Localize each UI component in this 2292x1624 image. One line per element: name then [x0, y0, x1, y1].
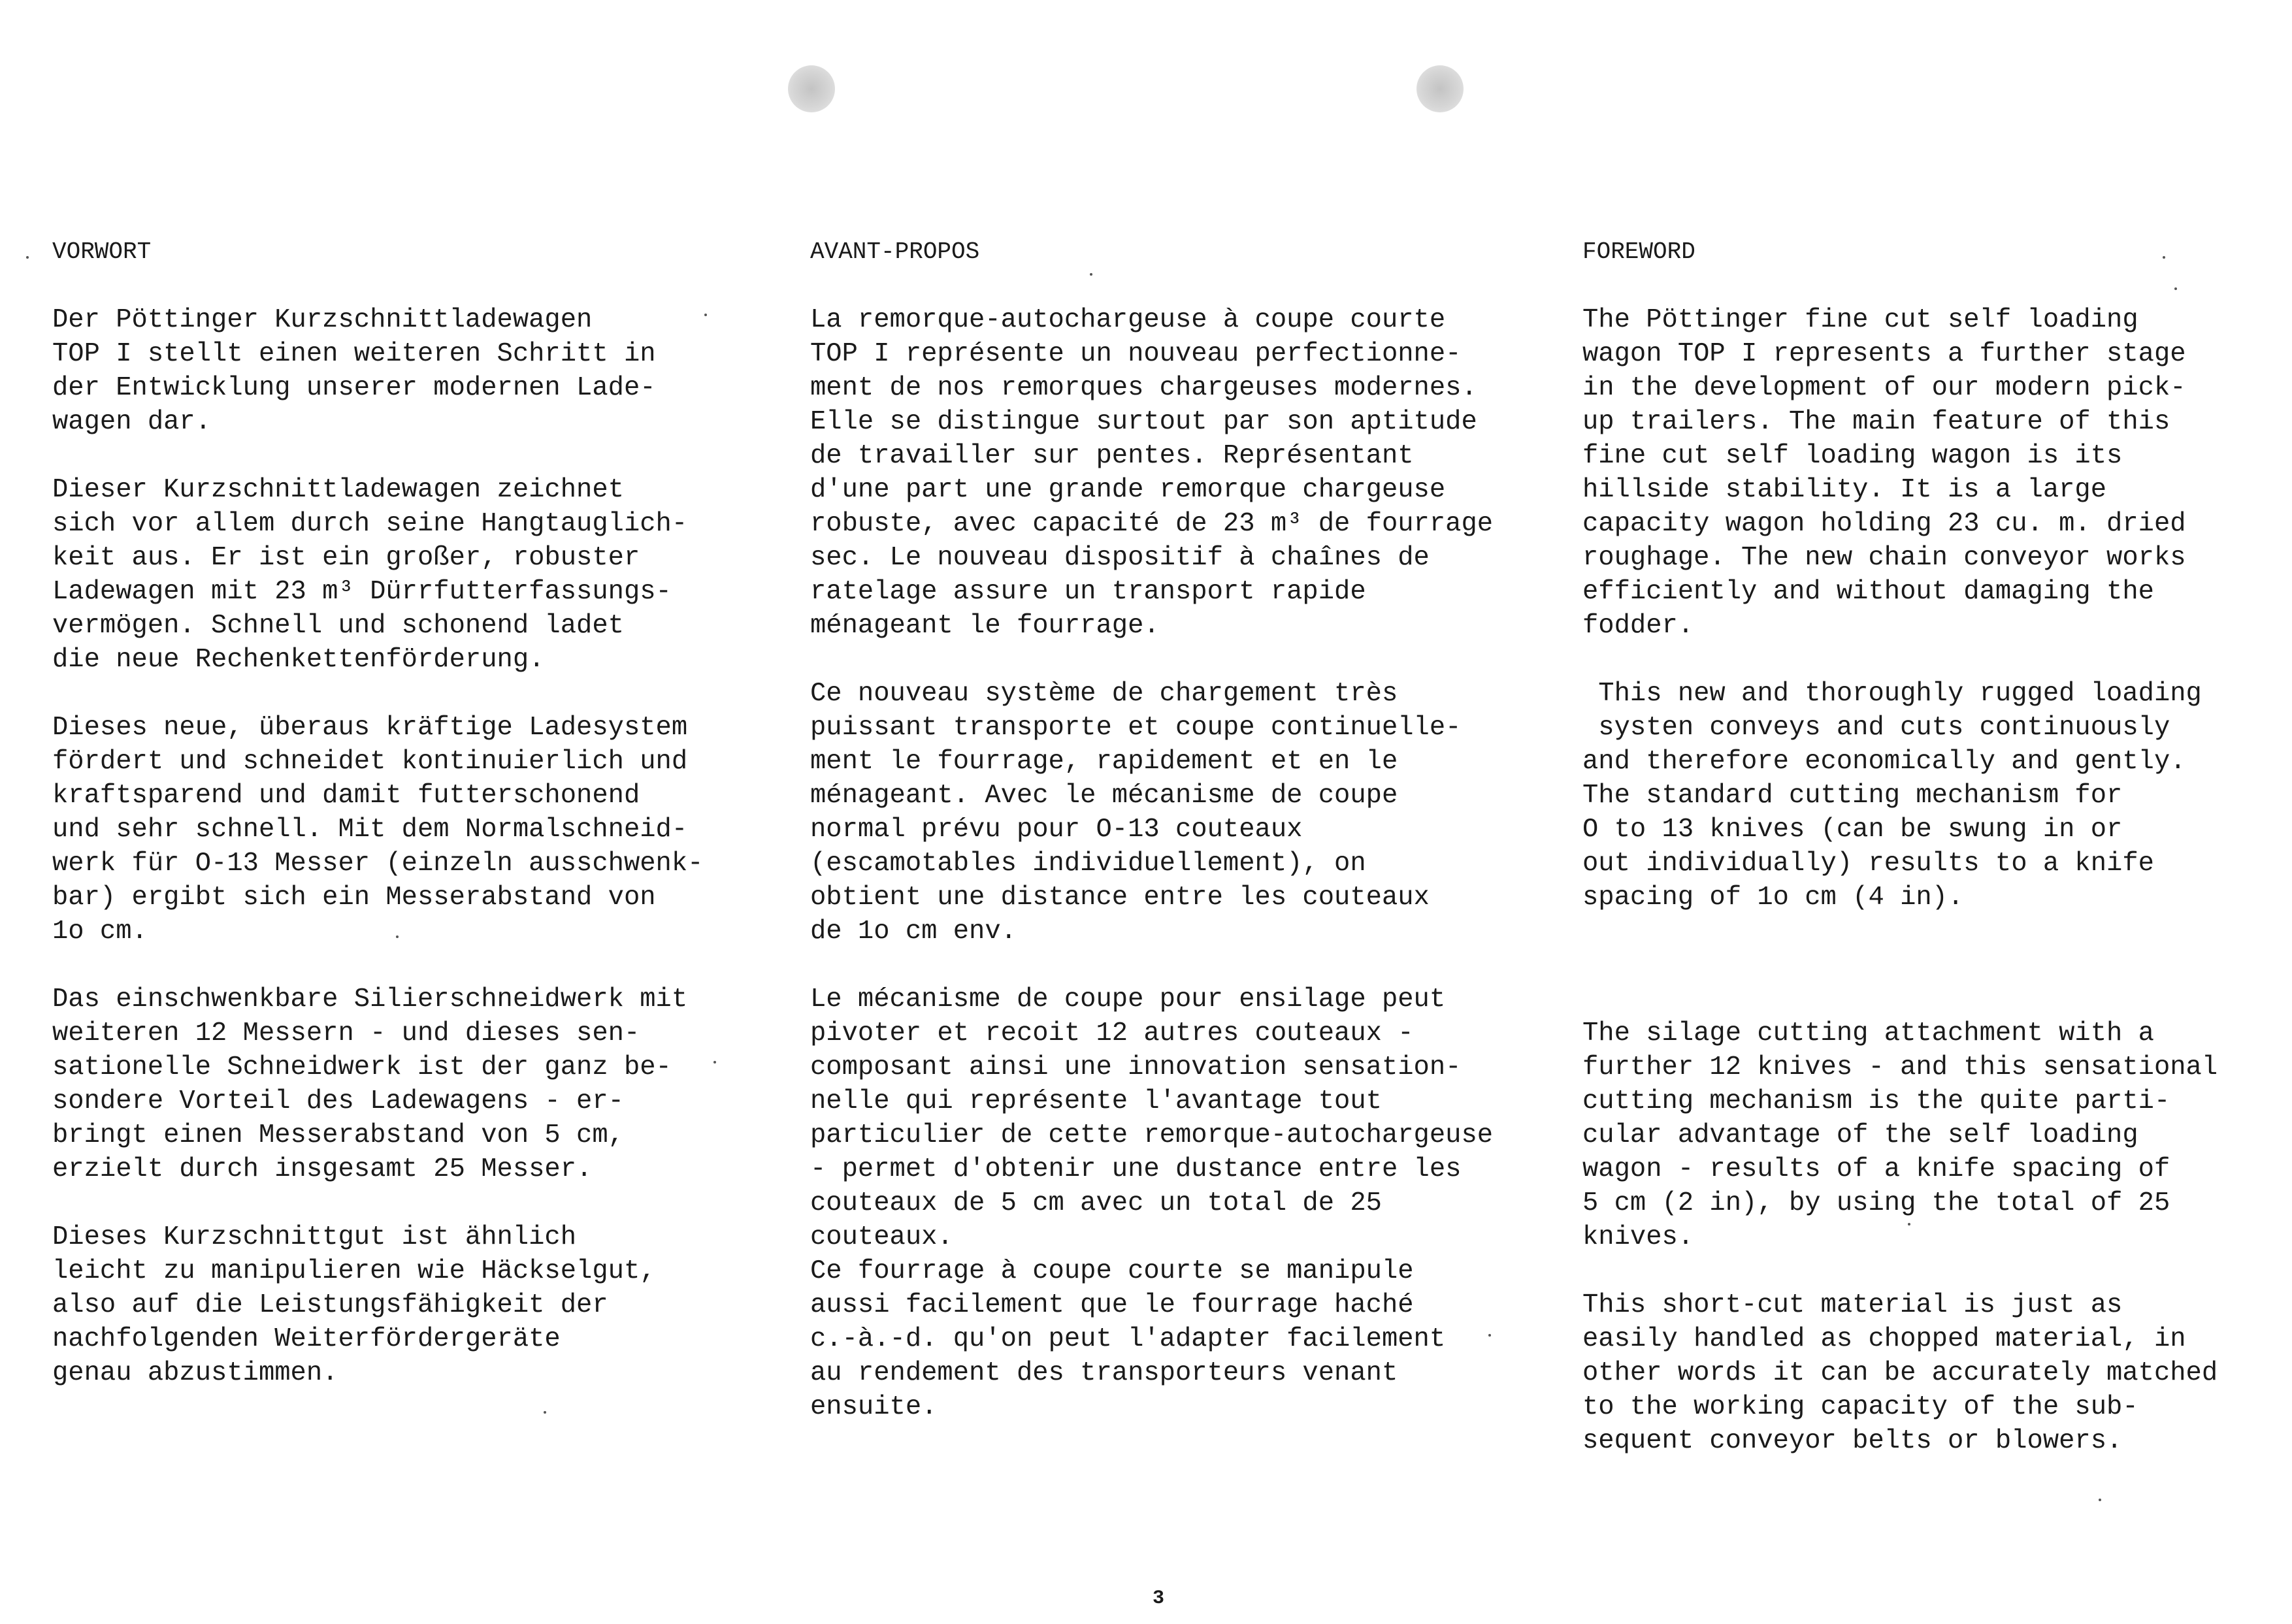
german-column: [52, 235, 758, 1424]
english-heading: FOREWORD: [1582, 238, 1695, 265]
french-heading: AVANT-PROPOS: [810, 238, 980, 265]
english-spacer: [1582, 949, 2275, 983]
scan-speck: [1908, 1223, 1910, 1226]
french-paragraph-3: Le mécanisme de coupe pour ensilage peut pivoter et recoit 12 autres couteaux - composant ainsi une innovation sensation- nelle qui représente l'avantage tout particulier de cette remorque-autochargeuse - permet d'obtenir une dustance entre les couteaux de 5 cm avec un total de 25 couteaux.: [810, 984, 1494, 1252]
scan-speck: [2163, 256, 2165, 259]
german-paragraph-1: Der Pöttinger Kurzschnittladewagen TOP I stellt einen weiteren Schritt in der Entwicklung unserer modernen Lade- wagen dar.: [52, 305, 656, 437]
french-paragraph-2: Ce nouveau système de chargement très puissant transporte et coupe continuelle- ment le fourrage, rapidement et en le ménageant. Avec le mécanisme de coupe normal prévu pour O-13 couteaux (escamotables individuellement), on obtient une distance entre les couteaux de 1o cm env.: [810, 679, 1462, 947]
scan-speck: [713, 1061, 716, 1064]
german-paragraph-2: Dieser Kurzschnittladewagen zeichnet sich vor allem durch seine Hangtauglich- keit aus. Er ist ein großer, robuster Ladewagen mit 23 m³ Dürrfutterfassungs- vermögen. Schnell und schonend ladet die neue Rechenkettenförderung.: [52, 475, 688, 675]
scan-speck: [1090, 273, 1092, 276]
punch-hole-right: [1416, 65, 1464, 112]
scan-speck: [704, 314, 707, 316]
page-number: 3: [1153, 1587, 1165, 1610]
german-paragraph-4: Das einschwenkbare Silierschneidwerk mit weiteren 12 Messern - und dieses sen- sationelle Schneidwerk ist der ganz be- sondere Vorteil des Ladewagens - er- bringt einen Messerabstand von 5 cm, erzielt durch insgesamt 25 Messer.: [52, 984, 688, 1184]
french-column: [810, 235, 1568, 1458]
english-column: [1582, 235, 2275, 1492]
english-paragraph-4: This short-cut material is just as easily handled as chopped material, in other words it can be accurately matched to the working capacity of the sub- sequent conveyor belts or blowers.: [1582, 1290, 2218, 1456]
french-paragraph-4: Ce fourrage à coupe courte se manipule aussi facilement que le fourrage haché c.-à.-d. qu'on peut l'adapter facilement au rendement des transporteurs venant ensuite.: [810, 1256, 1446, 1422]
german-paragraph-5: Dieses Kurzschnittgut ist ähnlich leicht zu manipulieren wie Häckselgut, also auf die Leistungsfähigkeit der nachfolgenden Weiterfördergeräte genau abzustimmen.: [52, 1222, 656, 1388]
english-paragraph-1: The Pöttinger fine cut self loading wagon TOP I represents a further stage in the development of our modern pick- up trailers. The main feature of this fine cut self loading wagon is its hillside stability. It is a large capacity wagon holding 23 cu. m. dried roughage. The new chain conveyor works efficiently and without damaging the fodder.: [1582, 305, 2186, 641]
english-paragraph-3: The silage cutting attachment with a further 12 knives - and this sensational cutting mechanism is the quite parti- cular advantage of the self loading wagon - results of a knife spacing of 5 cm (2 in), by using the total of 25 knives.: [1582, 1018, 2218, 1252]
scan-speck: [1488, 1334, 1491, 1337]
scan-speck: [2099, 1499, 2101, 1501]
german-paragraph-3: Dieses neue, überaus kräftige Ladesystem fördert und schneidet kontinuierlich und kraftsparend und damit futterschonend und sehr schnell. Mit dem Normalschneid- werk für O-13 Messer (einzeln ausschwenk- bar) ergibt sich ein Messerabstand von 1o cm.: [52, 713, 704, 947]
scan-speck: [396, 935, 399, 938]
scan-speck: [26, 256, 29, 259]
french-paragraph-1: La remorque-autochargeuse à coupe courte TOP I représente un nouveau perfectionne- ment de nos remorques chargeuses modernes. Elle se distingue surtout par son aptitude de travailler sur pentes. Représentant d'une part une grande remorque chargeuse robuste, avec capacité de 23 m³ de fourrage sec. Le nouveau dispositif à chaînes de ratelage assure un transport rapide ménageant le fourrage.: [810, 305, 1494, 641]
english-paragraph-2: This new and thoroughly rugged loading systen conveys and cuts continuously and therefore economically and gently. The standard cutting mechanism for O to 13 knives (can be swung in or out individually) results to a knife spacing of 1o cm (4 in).: [1582, 679, 2202, 913]
scan-speck: [2174, 287, 2177, 290]
scan-speck: [544, 1411, 546, 1414]
german-heading: VORWORT: [52, 238, 152, 265]
punch-hole-left: [788, 65, 835, 112]
